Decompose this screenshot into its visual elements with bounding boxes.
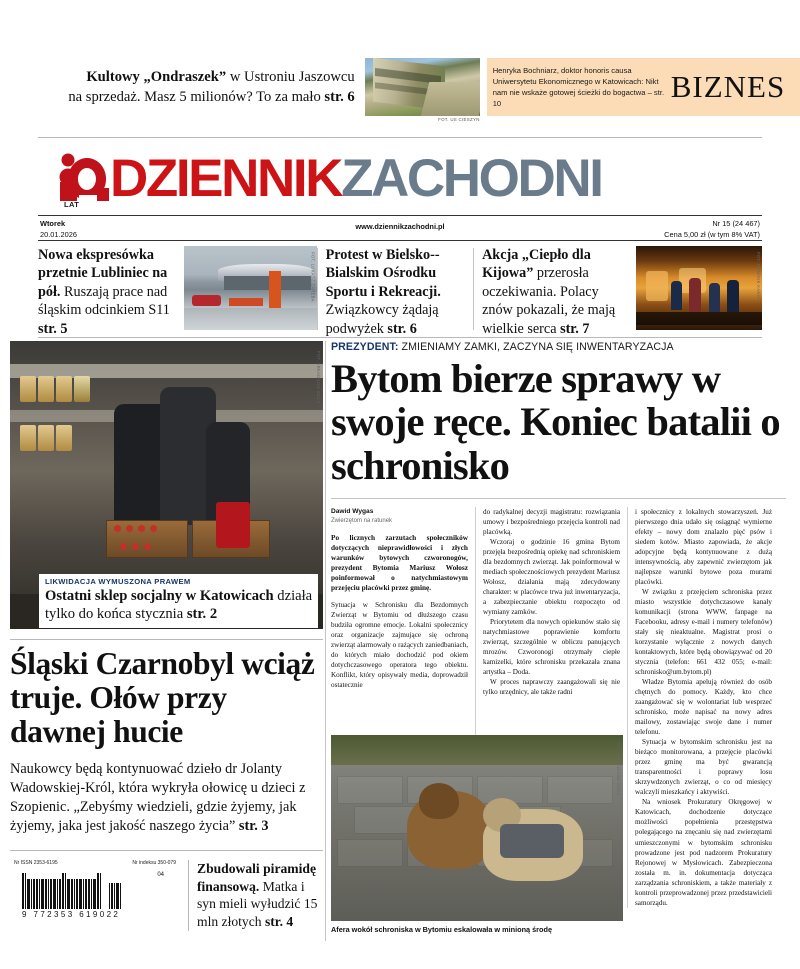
barcode xyxy=(10,871,180,909)
shelter-photo-caption: Afera wokół schroniska w Bytomiu eskalowała w minioną środę xyxy=(331,925,552,934)
issn-line xyxy=(10,860,180,866)
teaser-3-photo-credit: FOT. DOMINIK KANIA xyxy=(755,252,761,300)
lead-c2-p1: do radykalnej decyzji magistratu: rozwiązania umowy i bezpośredniego przejęcia kontroli nad placówką. xyxy=(483,507,620,537)
issue-number: Nr 15 (24 467) xyxy=(712,219,760,228)
biznes-logo: BIZNES xyxy=(670,69,786,104)
teaser-2-page: str. 6 xyxy=(387,320,417,337)
teaser-1-text[interactable] xyxy=(38,246,184,337)
teaser-3-bold: Akcja „Ciepło dla Kijowa” xyxy=(482,247,591,282)
teaser-divider-1 xyxy=(317,248,318,330)
shop-badge-kicker: LIKWIDACJA WYMUSZONA PRAWEM xyxy=(45,577,191,586)
promo-bold-lead: Kultowy „Ondraszek” xyxy=(86,69,227,85)
shop-badge-headline xyxy=(45,588,313,624)
dateline-website[interactable]: www.dziennikzachodni.pl xyxy=(355,222,445,231)
lead-c3-p4: Sytuacja w bytomskim schronisku jest na bieżąco monitorowana, a przejęcie placówki przez gminę ma być gwarancją transparentności i poprawy losu skrzywdzonych zwierząt, o co od miesięcy walczyli mieszkańcy i aktywiści. xyxy=(635,738,772,797)
teaser-row xyxy=(38,246,762,337)
promo-photo-ondraszek xyxy=(365,58,480,116)
lead-c2-p3: Priorytetem dla nowych opiekunów stało się natychmiastowe poprawienie komfortu zwierząt, szczególnie w obliczu panujących mrozów. Czworonogi otrzymały ciepłe kamizelki, które schronisku przekazała znana artystka – Doda. xyxy=(483,618,620,677)
teaser-1-photo-credit: FOT. LUKASZ ZAREBA xyxy=(310,252,316,302)
lead-c2-p2: Wczoraj o godzinie 16 gmina Bytom przejęła bezpośrednią opiekę nad schroniskiem dla bezdomnych zwierząt. Jak poinformował w mediach społecznościowych prezydent Mariusz Wołosz, działania mają zdecydowany charakter: w placówce trwa już inwentaryzacja, a zabezpieczanie obiektu rozpoczęto od wymiany zamków. xyxy=(483,538,620,617)
secondary-lede-text: Naukowcy będą kontynuować dzieło dr Jolanty Wadowskiej-Król, która wykryła ołowicę u dzieci z Szopienic. „Zebyśmy wiedzieli, gdzie żyjemy, jak żyjemy, jaka jest jakość naszego życia” xyxy=(10,761,306,835)
promo-lead-rest: w Ustroniu Jaszowcu xyxy=(226,69,355,85)
barcode-addon: 04 xyxy=(157,872,164,879)
lead-c2-p4: W proces naprawczy zaangażowali się nie tylko urzędnicy, ale także radni xyxy=(483,678,620,697)
lead-rule xyxy=(331,498,786,499)
footer-teaser-bold: Zbudowali piramidę finansową. xyxy=(197,861,316,894)
section-divider xyxy=(38,337,762,338)
main-vertical-divider xyxy=(325,341,326,941)
teaser-2-rest: Związkowcy żądają podwyżek xyxy=(325,302,439,337)
masthead-title xyxy=(110,150,602,208)
biznes-promo-box[interactable] xyxy=(487,58,800,116)
top-promo-strip xyxy=(0,58,800,130)
lead-c3-p1: i społecznicy z lokalnych stowarzyszeń. Już pierwszego dnia udało się osiągnąć wymierne efekty – nowy dom znalazło pięć psów i siedem kotów. Miasto zapowiada, że akcje adopcyjne będą kontynuowane z dużą intensywnością, aby zapewnić zwierzętom jak najlepsze warunki bytowe poza murami placówki. xyxy=(635,507,772,587)
lead-kicker xyxy=(331,341,786,353)
issn-barcode-block xyxy=(10,860,180,931)
issn-value: Nr ISSN 2353-6195 xyxy=(14,860,58,867)
shop-badge-page: str. 2 xyxy=(186,605,218,622)
header-divider xyxy=(38,137,762,138)
barcode-number: 9 772353 619022 xyxy=(22,910,121,920)
lead-byline-subtitle: Zwierzętom na ratunek xyxy=(331,518,393,525)
shop-photo-credit: FOT. ARKADIUSZ GOLA xyxy=(316,351,321,404)
teaser-3-photo xyxy=(636,246,762,330)
teaser-3-rest: przerosła oczekiwania. Polacy znów pokazali, że mają wielkie serca xyxy=(482,265,616,337)
shop-story-badge[interactable] xyxy=(39,574,318,628)
shelter-photo-credit: FOT. ARKADIUSZ GOLA xyxy=(616,742,621,796)
dateline-date: 20.01.2026 xyxy=(40,230,77,240)
masthead-title-dziennik: DZIENNIK xyxy=(110,149,342,208)
teaser-divider-2 xyxy=(473,248,474,330)
dateline xyxy=(38,216,762,240)
lead-lede: Po licznych zarzutach społeczników dotyczących nieprawidłowości i złych warunków bytowych czworonogów, prezydent Bytomia Mariusz Wołosz poinformował o natychmiastowym przejęciu placówki przez gminę. xyxy=(331,532,468,592)
index-value: Nr indeksu 350-079 xyxy=(132,860,176,867)
lead-col-divider-2 xyxy=(627,507,628,908)
anniversary-label: LAT xyxy=(64,200,80,209)
cover-price: Cena 5,00 zł (w tym 8% VAT) xyxy=(664,230,760,240)
left-column xyxy=(10,341,323,931)
left-divider-1 xyxy=(10,639,323,640)
footer-row xyxy=(10,860,323,931)
teaser-1-bold: Nowa ekspresówka przetnie Lubliniec na pół. xyxy=(38,247,168,300)
promo-photo-credit: FOT. US CIESZYN xyxy=(438,117,480,122)
teaser-1-photo xyxy=(184,246,317,330)
lead-kicker-label: PREZYDENT: xyxy=(331,341,399,353)
secondary-lede-page: str. 3 xyxy=(238,818,269,835)
secondary-lede xyxy=(10,760,323,836)
lead-c3-p3: Władze Bytomia apelują również do osób chętnych do pomocy. Każdy, kto chce zaangażować się w wolontariat lub wesprzeć schronisko, może napisać na nowy adres mailowy, zostawiając swoje dane i numer telefonu. xyxy=(635,678,772,737)
masthead-title-zachodni: ZACHODNI xyxy=(341,149,602,208)
lead-column-3 xyxy=(635,507,772,908)
lead-c3-p2: W związku z przejęciem schroniska przez miasto wszystkie dotychczasowe kanały komunikacji (strona WWW, fanpage na Facebooku, adresy e-mail i numery telefonów) stały się nieaktualne. Magistrat prosi o korzystanie wyłącznie z nowych danych kontaktowych, które będą obowiązywać od 20 stycznia (telefon: 661 432 055; e-mail: schronisko@um.bytom.pl) xyxy=(635,588,772,677)
teaser-1-rest: Ruszają prace nad śląskim odcinkiem S11 xyxy=(38,283,170,319)
shelter-dogs-photo xyxy=(331,735,623,921)
lead-headline[interactable]: Bytom bierze sprawy w swoje ręce. Koniec batalii o schronisko xyxy=(331,356,780,488)
biznes-promo-text: Henryka Bochniarz, doktor honoris causa Uniwersytetu Ekonomicznego w Katowicach: Nikt nam nie wskaże gotowej ścieżki do bogactwa – str. 10 xyxy=(492,65,665,109)
left-divider-2 xyxy=(10,850,323,851)
secondary-headline[interactable]: Śląski Czarnobyl wciąż truje. Ołów przy dawnej hucie xyxy=(10,646,315,750)
promo-line2: na sprzedaż. Masz 5 milionów? To za mało xyxy=(68,88,325,105)
teaser-2-bold: Protest w Bielsko--Bialskim Ośrodku Sportu i Rekreacji. xyxy=(325,247,441,300)
dateline-rule-bottom xyxy=(38,240,762,241)
teaser-1-page: str. 5 xyxy=(38,320,68,337)
shop-badge-rest: działa tylko do końca stycznia xyxy=(45,588,313,622)
promo-photo-wrapper xyxy=(365,58,480,122)
lead-c1-p1: Sytuacja w Schronisku dla Bezdomnych Zwierząt w Bytomiu od dłuższego czasu budziła ogromne emocje. Lokalni społecznicy oraz organizacje zajmujące się ochroną zwierząt alarmowały o rażących zaniedbaniach, do których miało dochodzić pod okiem dotychczasowego operatora tego obiektu. Konflikt, który opisywały media, doprowadził ostatecznie xyxy=(331,600,468,690)
footer-teaser-page: str. 4 xyxy=(264,914,294,930)
shop-badge-bold: Ostatni sklep socjalny w Katowicach xyxy=(45,588,274,604)
footer-teaser[interactable] xyxy=(197,860,323,931)
footer-divider xyxy=(188,860,189,931)
footer-teaser-rest: Matka i syn mieli wyłudzić 15 mln złotych xyxy=(197,878,318,930)
lead-byline: Dawid Wygas xyxy=(331,507,374,515)
teaser-3-page: str. 7 xyxy=(560,320,590,337)
dateline-day: Wtorek xyxy=(40,219,66,228)
promo-page-ref: str. 6 xyxy=(324,88,355,105)
dateline-right xyxy=(664,218,760,240)
lead-kicker-text: ZMIENIAMY ZAMKI, ZACZYNA SIĘ INWENTARYZACJA xyxy=(398,341,674,353)
lead-c3-p5: Na wniosek Prokuratury Okręgowej w Katowicach, dochodzenie dotyczące możliwości popełnienia przestępstwa polegającego na znęcaniu się nad zwierzętami umieszczonymi w bytomskim schronisku prowadzone jest pod nadzorem Prokuratury Rejonowej w Mysłowicach. Zabezpieczona została m. in. dokumentacja dotycząca zarządzania schroniskiem, a także materiały z kontroli przeprowadzonej przez przedstawicieli samorządu. xyxy=(635,798,772,907)
promo-teaser-text[interactable] xyxy=(0,58,365,107)
teaser-3-text[interactable] xyxy=(482,246,630,337)
masthead xyxy=(0,146,800,214)
teaser-2-text[interactable] xyxy=(325,246,474,337)
